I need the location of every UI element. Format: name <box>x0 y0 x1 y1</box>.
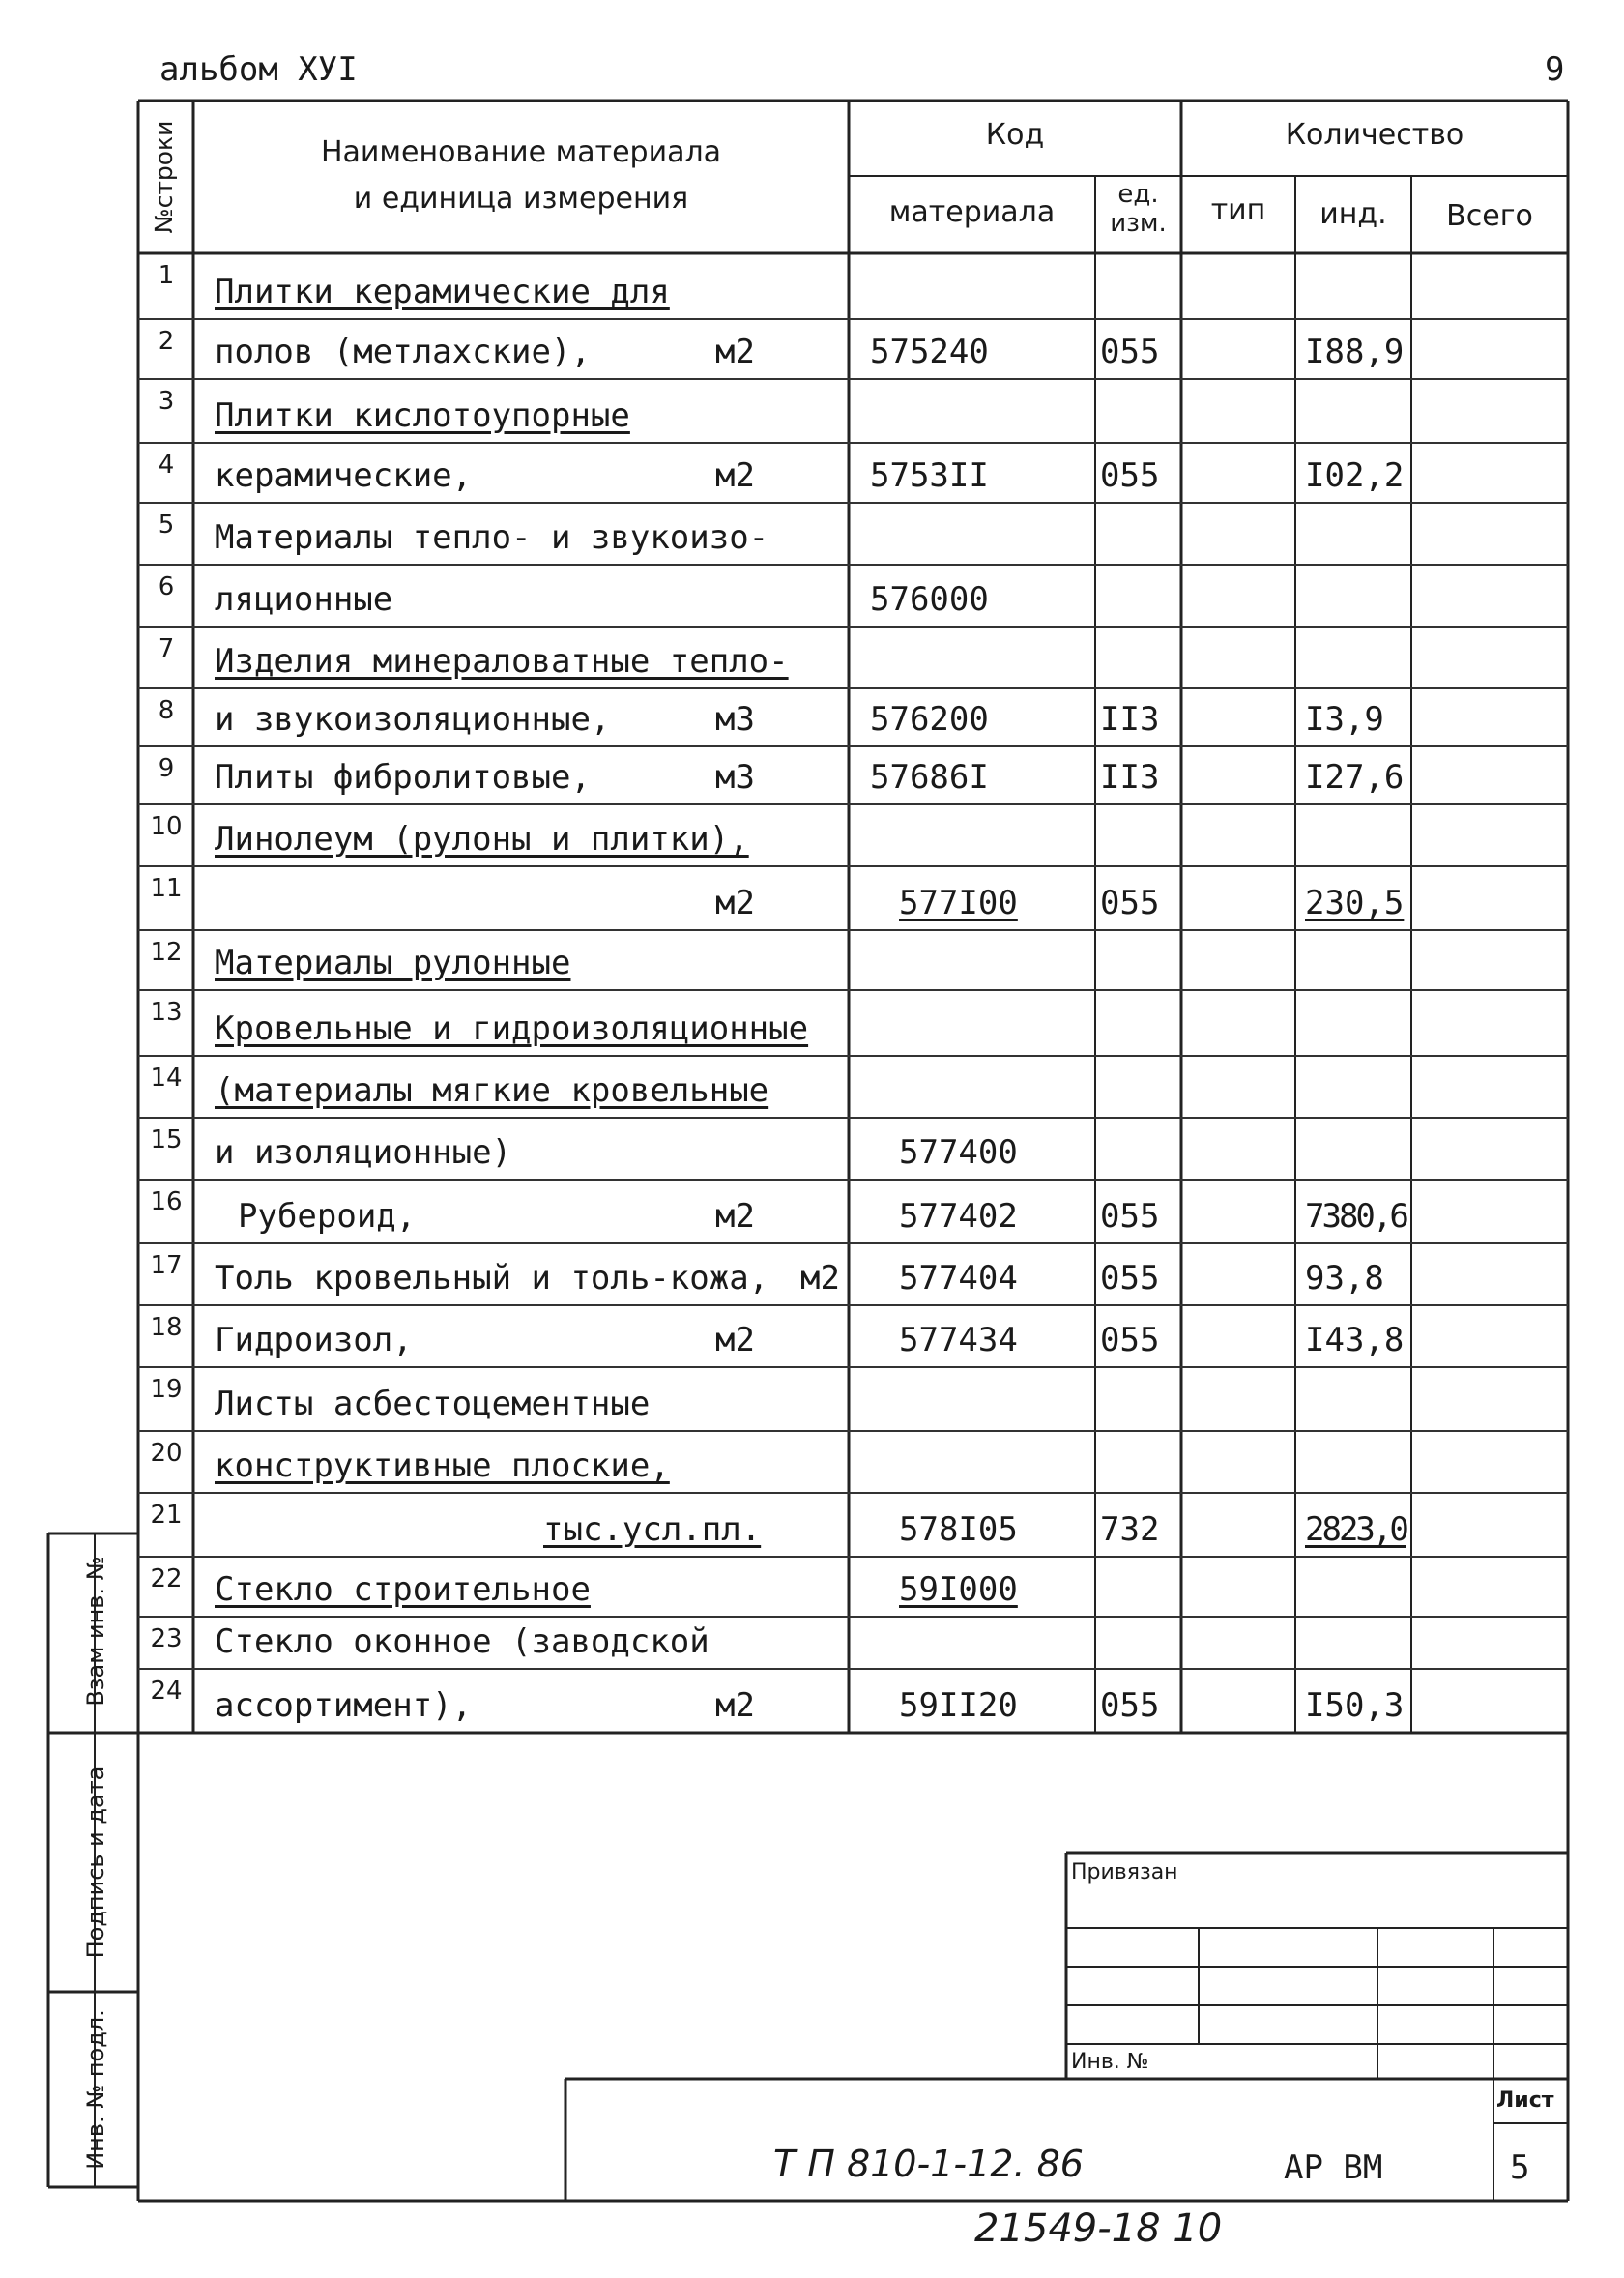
album-label: альбом ХУI <box>160 50 358 89</box>
row-name: полов (метлахские), <box>215 333 591 371</box>
row-ind: I27,6 <box>1305 758 1405 797</box>
row-ind: I02,2 <box>1305 456 1405 495</box>
row-code: 5753II <box>870 456 989 495</box>
row-code: 577402 <box>899 1197 1018 1236</box>
row-name: ассортимент), <box>215 1686 473 1725</box>
row-code: 59II20 <box>899 1686 1018 1725</box>
col-name-header-line2: и единица измерения <box>353 182 689 216</box>
row-code: 577404 <box>899 1259 1018 1298</box>
col-quantity-header: Количество <box>1285 118 1464 152</box>
row-name: Стекло строительное <box>215 1570 591 1609</box>
row-unit: м3 <box>715 700 755 739</box>
row-ind: I3,9 <box>1305 700 1384 739</box>
row-number: 3 <box>158 387 175 416</box>
row-unit-code: 055 <box>1100 1259 1160 1298</box>
row-name: Листы асбестоцементные <box>215 1385 651 1423</box>
section-code: АР ВМ <box>1284 2148 1383 2187</box>
doc-code: Т П 810-1-12. 86 <box>773 2143 1084 2185</box>
row-unit: м2 <box>715 333 755 371</box>
col-type-header: тип <box>1210 193 1266 227</box>
row-name: Материалы рулонные <box>215 944 571 982</box>
row-number: 19 <box>150 1375 183 1404</box>
privyazan-label: Привязан <box>1071 1860 1178 1884</box>
row-name: Гидроизол, <box>215 1321 413 1359</box>
row-unit-code: II3 <box>1100 700 1160 739</box>
row-number: 23 <box>150 1624 183 1653</box>
row-code: 577434 <box>899 1321 1018 1359</box>
row-number: 13 <box>150 998 183 1027</box>
row-unit-code: 732 <box>1100 1510 1160 1549</box>
row-ind: 7380,6 <box>1305 1197 1406 1236</box>
row-code: 576200 <box>870 700 989 739</box>
row-unit-code: II3 <box>1100 758 1160 797</box>
row-number: 14 <box>150 1064 183 1093</box>
row-name: Толь кровельный и толь-кожа, <box>215 1259 769 1298</box>
row-name: Линолеум (рулоны и плитки), <box>215 820 749 859</box>
row-number: 12 <box>150 938 183 967</box>
row-name: Плиты фибролитовые, <box>215 758 591 797</box>
row-name: Плитки керамические для <box>215 273 670 311</box>
row-ind: I43,8 <box>1305 1321 1405 1359</box>
col-name-header-line1: Наименование материала <box>320 135 722 169</box>
row-unit-code: 055 <box>1100 1197 1160 1236</box>
row-number: 15 <box>150 1125 183 1154</box>
row-code: 59I000 <box>899 1570 1018 1609</box>
row-ind: 230,5 <box>1305 884 1405 922</box>
col-row-number-header: №строки <box>150 120 178 234</box>
stamp-vzam-inv: Взам инв. № <box>82 1556 109 1707</box>
row-name: Кровельные и гидроизоляционные <box>215 1009 809 1048</box>
row-number: 18 <box>150 1313 183 1342</box>
row-number: 6 <box>158 572 175 601</box>
row-name: (материалы мягкие кровельные <box>215 1071 769 1110</box>
row-unit-code: 055 <box>1100 456 1160 495</box>
row-code: 57686I <box>870 758 989 797</box>
row-code: 577I00 <box>899 884 1018 922</box>
row-ind: 2823,0 <box>1305 1510 1406 1549</box>
row-number: 2 <box>158 327 175 356</box>
row-code: 578I05 <box>899 1510 1018 1549</box>
row-name: Плитки кислотоупорные <box>215 396 630 435</box>
row-name: керамические, <box>215 456 473 495</box>
row-number: 4 <box>158 451 175 480</box>
col-code-material-header: материала <box>888 195 1056 229</box>
row-number: 16 <box>150 1187 183 1216</box>
row-number: 8 <box>158 696 175 725</box>
stamp-podpis-data: Подпись и дата <box>82 1766 109 1959</box>
row-number: 20 <box>150 1439 183 1468</box>
stamp-inv-podl: Инв. № подл. <box>82 2009 109 2170</box>
row-number: 7 <box>158 634 175 663</box>
col-code-header: Код <box>985 118 1045 152</box>
row-name: Изделия минераловатные тепло- <box>215 642 789 681</box>
row-number: 22 <box>150 1564 183 1593</box>
row-number: 1 <box>158 261 175 290</box>
col-total-header: Всего <box>1446 199 1533 233</box>
row-unit: м2 <box>800 1259 840 1298</box>
row-ind: I88,9 <box>1305 333 1405 371</box>
row-unit: м3 <box>715 758 755 797</box>
row-number: 21 <box>150 1501 183 1530</box>
row-name: и изоляционные) <box>215 1133 512 1172</box>
row-name: ляционные <box>215 580 393 619</box>
row-name: и звукоизоляционные, <box>215 700 611 739</box>
row-number: 24 <box>150 1677 183 1706</box>
row-number: 9 <box>158 754 175 783</box>
row-unit: м2 <box>715 884 755 922</box>
row-number: 11 <box>150 874 183 903</box>
row-unit: м2 <box>715 1197 755 1236</box>
row-unit-code: 055 <box>1100 1321 1160 1359</box>
row-ind: I50,3 <box>1305 1686 1405 1725</box>
row-unit: м2 <box>715 1686 755 1725</box>
page-number: 9 <box>1545 50 1565 89</box>
row-code: 575240 <box>870 333 989 371</box>
row-code: 576000 <box>870 580 989 619</box>
row-unit: м2 <box>715 456 755 495</box>
row-name: конструктивные плоские, <box>215 1446 670 1485</box>
row-unit-code: 055 <box>1100 1686 1160 1725</box>
row-unit: м2 <box>715 1321 755 1359</box>
inv-no-label: Инв. № <box>1071 2050 1149 2074</box>
row-unit-code: 055 <box>1100 333 1160 371</box>
row-name: Материалы тепло- и звукоизо- <box>215 518 769 557</box>
row-name: Стекло оконное (заводской <box>215 1622 710 1661</box>
row-number: 5 <box>158 511 175 540</box>
handwritten-number: 21549-18 10 <box>974 2206 1223 2251</box>
col-ind-header: инд. <box>1320 197 1387 231</box>
list-label: Лист <box>1496 2088 1554 2113</box>
col-unit-header: ед. изм. <box>1110 180 1167 238</box>
row-unit: тыс.усл.пл. <box>543 1510 762 1549</box>
row-ind: 93,8 <box>1305 1259 1384 1298</box>
sheet-number: 5 <box>1510 2148 1530 2187</box>
row-code: 577400 <box>899 1133 1018 1172</box>
row-unit-code: 055 <box>1100 884 1160 922</box>
row-number: 17 <box>150 1251 183 1280</box>
row-number: 10 <box>150 812 183 841</box>
row-name: Рубероид, <box>238 1197 417 1236</box>
